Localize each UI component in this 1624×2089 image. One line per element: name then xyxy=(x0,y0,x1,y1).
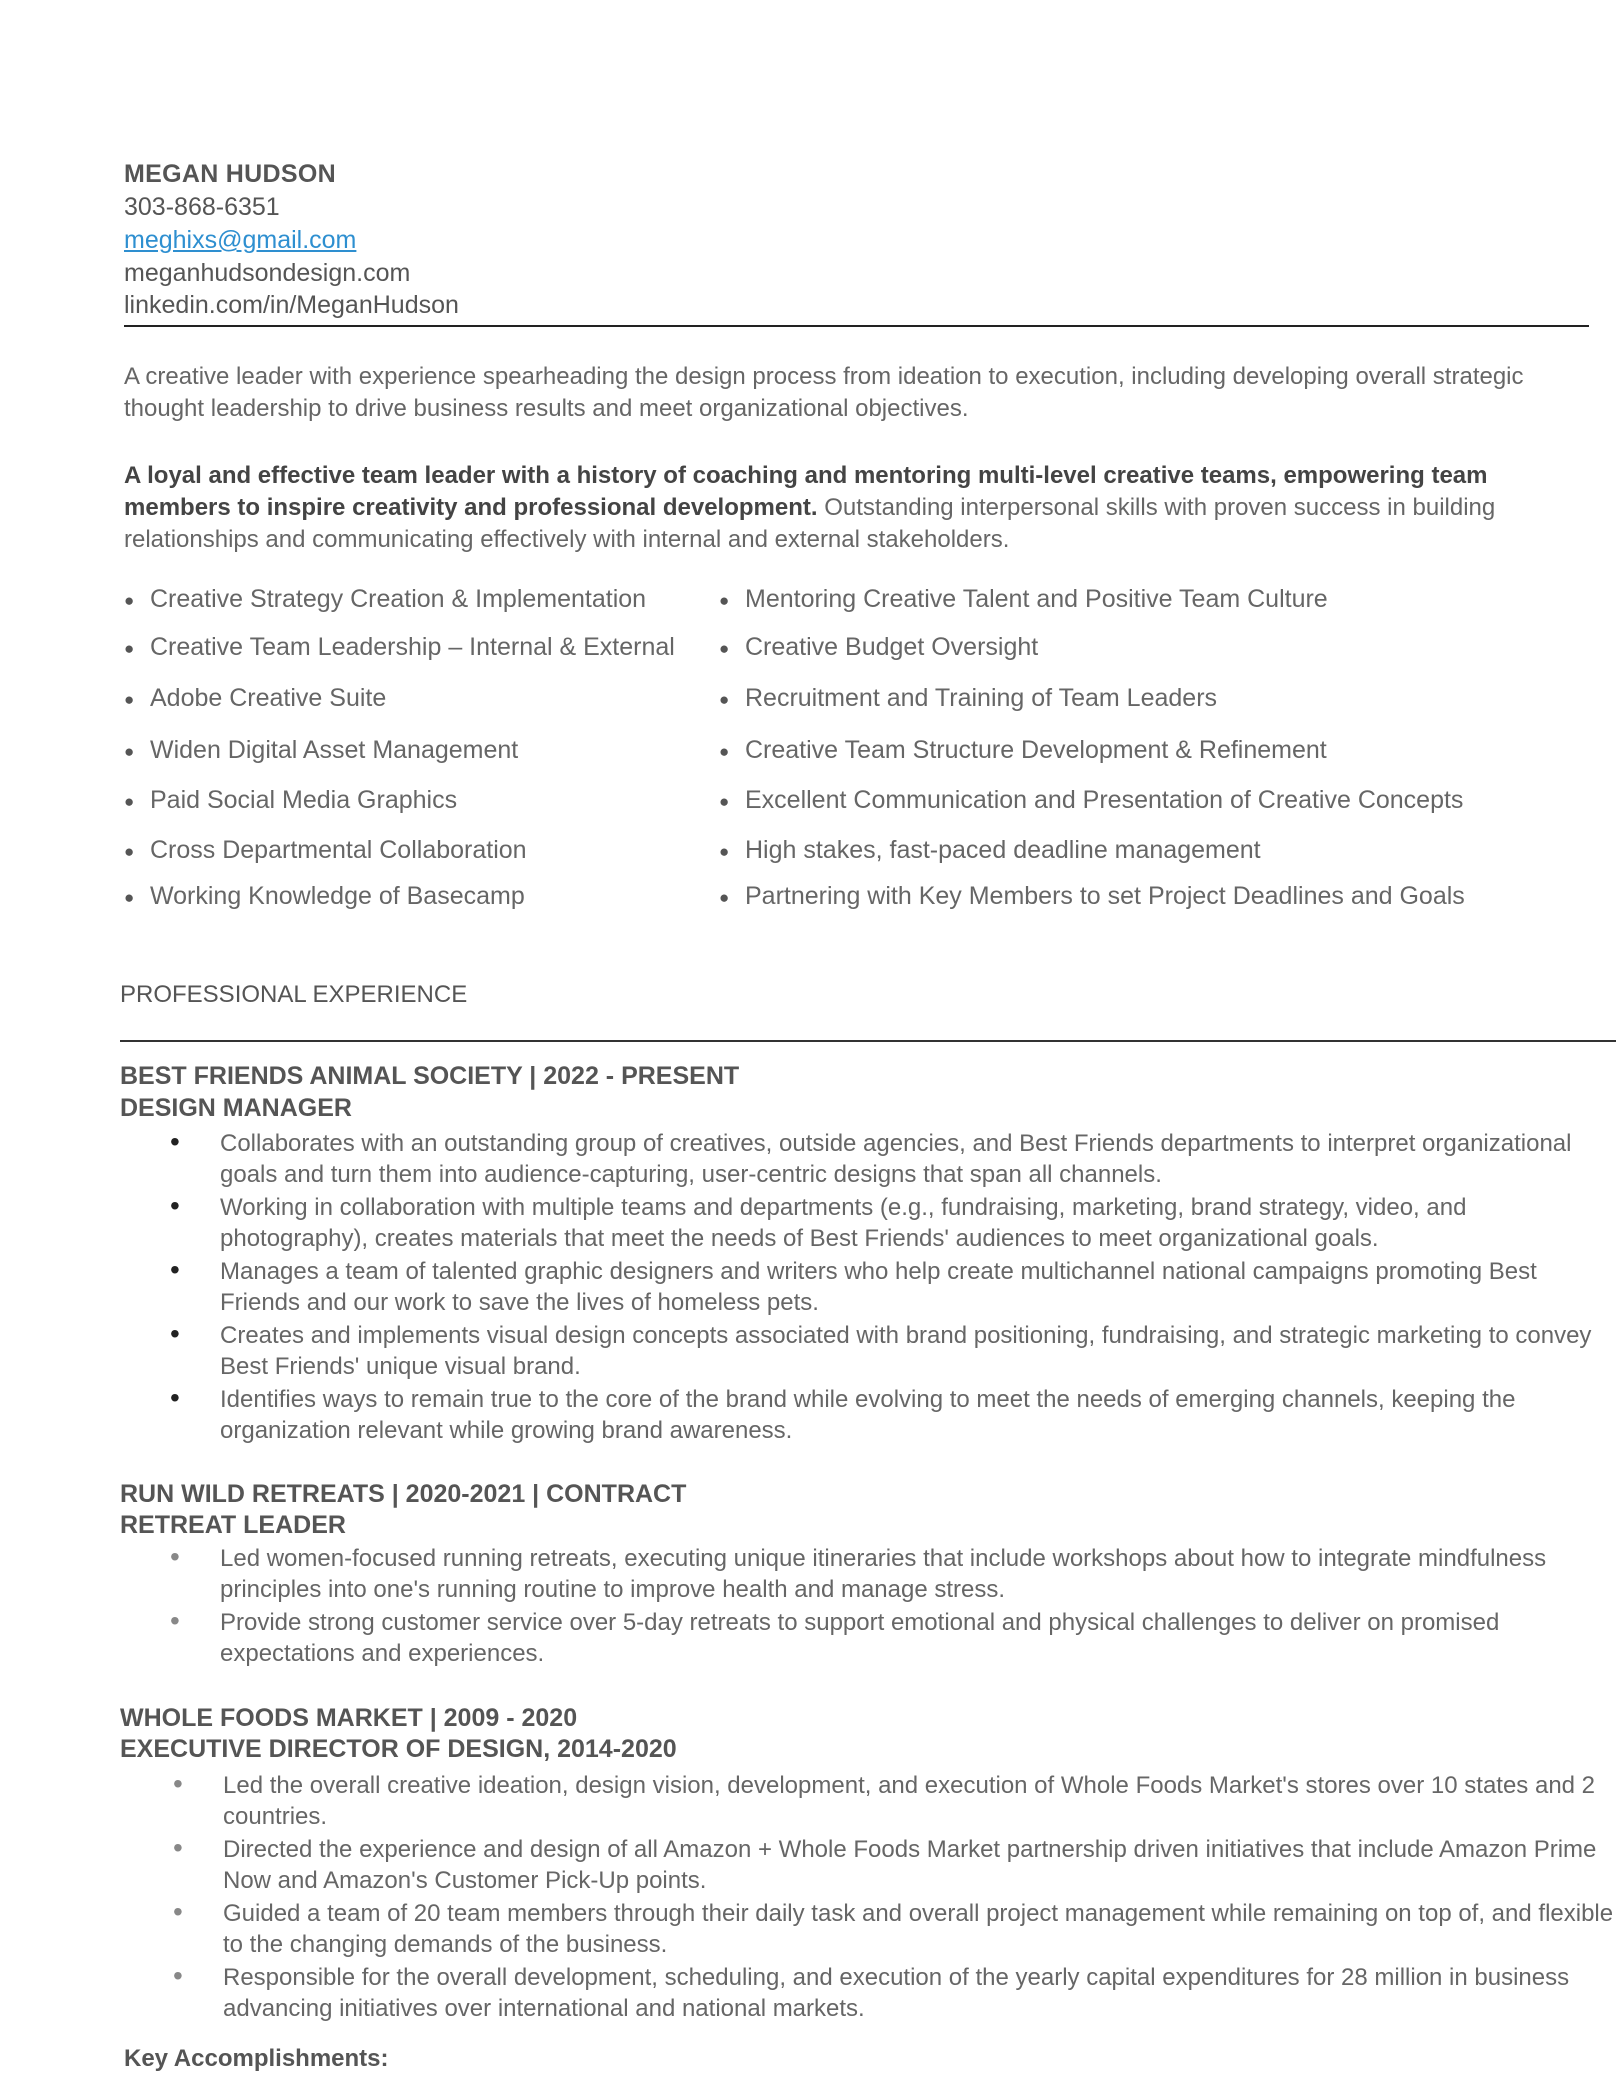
job-title: RETREAT LEADER xyxy=(120,1511,346,1539)
skill-item: ● High stakes, fast-paced deadline management xyxy=(745,836,1261,865)
job-bullet-list xyxy=(223,1770,1623,2026)
job-bullet: • Working in collaboration with multiple teams and departments (e.g., fundraising, marketing, brand strategy, video, and photography), creates materials that meet the needs of Best Friends' audiences to meet organizational goals. xyxy=(220,1192,1620,1254)
job-bullet-list xyxy=(220,1128,1620,1448)
skill-item: ● Partnering with Key Members to set Project Deadlines and Goals xyxy=(745,882,1465,911)
job-bullet: • Led women-focused running retreats, executing unique itineraries that include workshops about how to integrate mindfulness principles into one's running routine to improve health and manage stress. xyxy=(220,1543,1620,1605)
skill-item: ● Creative Team Structure Development & Refinement xyxy=(745,736,1327,765)
summary-bold-lead: A loyal and effective team leader with a history of coaching and mentoring multi-level creative teams, empowering team members to inspire creativity and professional development. xyxy=(124,462,1488,521)
job-bullet: • Identifies ways to remain true to the core of the brand while evolving to meet the needs of emerging channels, keeping the organization relevant while growing brand awareness. xyxy=(220,1384,1620,1446)
job-bullet: • Guided a team of 20 team members through their daily task and overall project management while remaining on top of, and flexible to the changing demands of the business. xyxy=(223,1898,1623,1960)
job-company-line: RUN WILD RETREATS | 2020-2021 | CONTRACT xyxy=(120,1480,687,1508)
skill-item: ● Cross Departmental Collaboration xyxy=(150,836,527,865)
candidate-name: MEGAN HUDSON xyxy=(124,160,336,188)
summary-paragraph-1: A creative leader with experience spearheading the design process from ideation to execution, including developing overall strategic thought leadership to drive business results and meet organizational objectives. xyxy=(124,363,1524,422)
skill-item: ● Creative Budget Oversight xyxy=(745,633,1038,662)
skill-item: ● Paid Social Media Graphics xyxy=(150,786,457,815)
email-link[interactable]: meghixs@gmail.com xyxy=(124,226,357,254)
skill-item: ● Creative Team Leadership – Internal & External xyxy=(150,633,675,662)
website-link[interactable]: meganhudsondesign.com xyxy=(124,259,411,287)
job-bullet: • Responsible for the overall development, scheduling, and execution of the yearly capital expenditures for 28 million in business advancing initiatives over international and national markets. xyxy=(223,1962,1623,2024)
skill-item: ● Creative Strategy Creation & Implementation xyxy=(150,585,646,614)
phone-number: 303-868-6351 xyxy=(124,193,280,221)
job-bullet: • Provide strong customer service over 5-day retreats to support emotional and physical challenges to deliver on promised expectations and experiences. xyxy=(220,1607,1620,1669)
summary-paragraph-2 xyxy=(124,460,1564,556)
skill-item: ● Excellent Communication and Presentation of Creative Concepts xyxy=(745,786,1463,815)
header-divider xyxy=(124,325,1589,327)
job-bullet-list xyxy=(220,1543,1620,1671)
section-title-experience: PROFESSIONAL EXPERIENCE xyxy=(120,981,468,1008)
skill-item: ● Mentoring Creative Talent and Positive Team Culture xyxy=(745,585,1328,614)
experience-divider xyxy=(120,1040,1616,1042)
job-company-line: WHOLE FOODS MARKET | 2009 - 2020 xyxy=(120,1704,578,1732)
linkedin-link[interactable]: linkedin.com/in/MeganHudson xyxy=(124,291,459,319)
skill-item: ● Widen Digital Asset Management xyxy=(150,736,518,765)
job-bullet: • Directed the experience and design of all Amazon + Whole Foods Market partnership driven initiatives that include Amazon Prime Now and Amazon's Customer Pick-Up points. xyxy=(223,1834,1623,1896)
job-bullet: • Collaborates with an outstanding group of creatives, outside agencies, and Best Friends departments to interpret organizational goals and turn them into audience-capturing, user-centric designs that span all channels. xyxy=(220,1128,1620,1190)
email-link-wrap xyxy=(124,226,356,255)
job-company-line: BEST FRIENDS ANIMAL SOCIETY | 2022 - PRESENT xyxy=(120,1062,740,1090)
summary-paragraph-2-rest: Outstanding interpersonal skills with proven success in building relationships and communicating effectively with internal and external stakeholders. xyxy=(124,494,1496,553)
skill-item: ● Adobe Creative Suite xyxy=(150,684,386,713)
skill-item: ● Recruitment and Training of Team Leaders xyxy=(745,684,1217,713)
job-bullet: • Manages a team of talented graphic designers and writers who help create multichannel national campaigns promoting Best Friends and our work to save the lives of homeless pets. xyxy=(220,1256,1620,1318)
job-bullet: • Led the overall creative ideation, design vision, development, and execution of Whole Foods Market's stores over 10 states and 2 countries. xyxy=(223,1770,1623,1832)
key-accomplishments-heading: Key Accomplishments: xyxy=(124,2045,389,2072)
job-bullet: • Creates and implements visual design concepts associated with brand positioning, fundraising, and strategic marketing to convey Best Friends' unique visual brand. xyxy=(220,1320,1620,1382)
job-title: EXECUTIVE DIRECTOR OF DESIGN, 2014-2020 xyxy=(120,1735,677,1763)
job-title: DESIGN MANAGER xyxy=(120,1094,352,1122)
skill-item: ● Working Knowledge of Basecamp xyxy=(150,882,525,911)
